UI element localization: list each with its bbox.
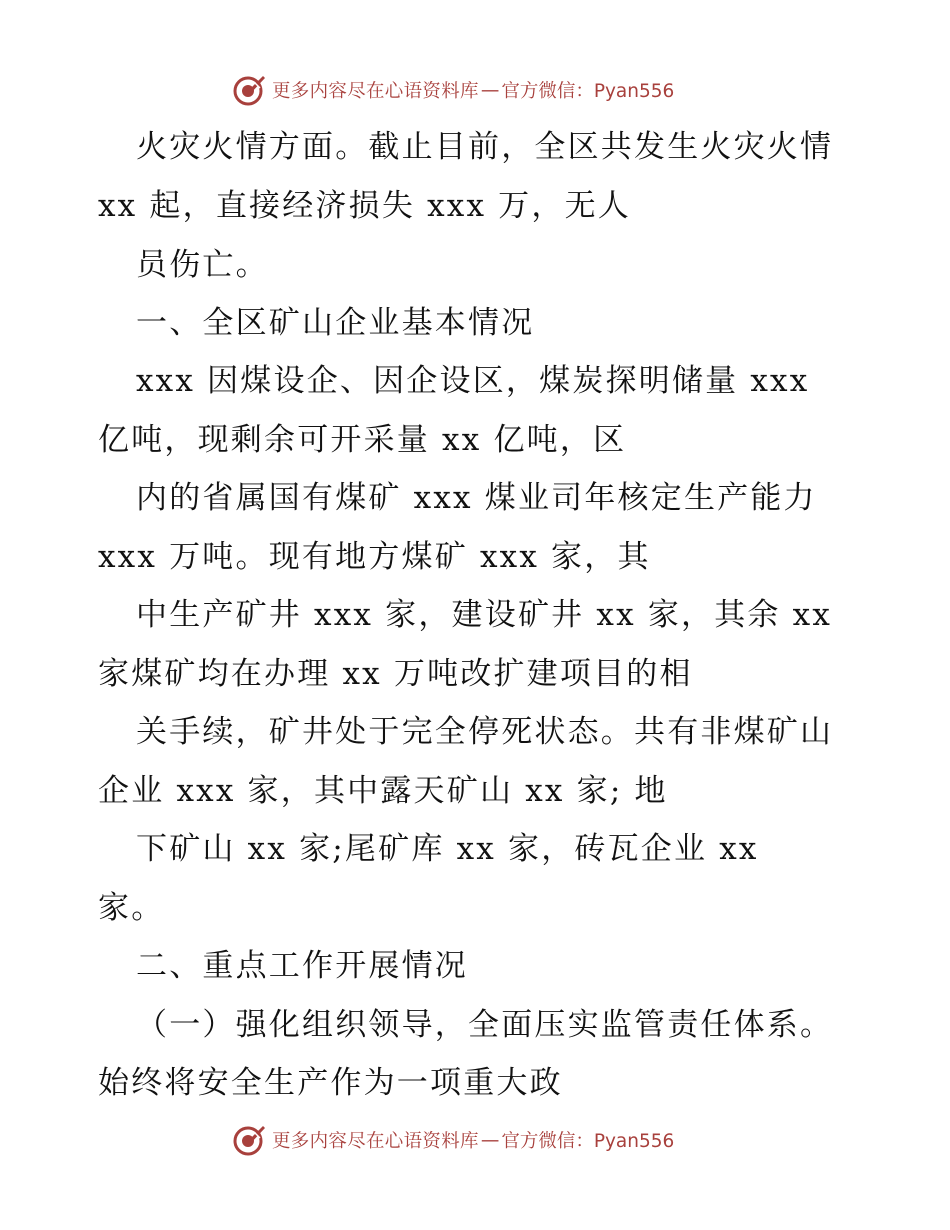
watermark-contact: 官方微信：Pyan556	[501, 81, 675, 102]
document-line: 家煤矿均在办理 xx 万吨改扩建项目的相	[98, 656, 693, 692]
document-line: xxx 万吨。现有地方煤矿 xxx 家，其	[98, 539, 651, 575]
section-heading: 二、重点工作开展情况	[136, 948, 468, 984]
document-line: 下矿山 xx 家;尾矿库 xx 家，砖瓦企业 xx	[136, 831, 759, 867]
document-line: 火灾火情方面。截止目前，全区共发生火灾火情	[136, 129, 834, 165]
quill-pen-seal-icon	[232, 73, 266, 107]
document-line: 员伤亡。	[136, 247, 269, 283]
document-line: xx 起，直接经济损失 xxx 万，无人	[98, 188, 631, 224]
watermark-text: 更多内容尽在心语资料库	[272, 81, 479, 102]
quill-pen-seal-icon	[232, 1123, 266, 1157]
subsection-heading: （一）强化组织领导，全面压实监管责任体系。	[136, 1007, 834, 1043]
watermark-contact: 官方微信：Pyan556	[501, 1131, 675, 1152]
document-line: 家。	[98, 890, 165, 926]
document-line: 关手续，矿井处于完全停死状态。共有非煤矿山	[136, 714, 834, 750]
watermark-separator: —	[480, 1129, 500, 1151]
watermark-text: 更多内容尽在心语资料库	[272, 1131, 479, 1152]
watermark-separator: —	[480, 79, 500, 101]
watermark-banner-top	[232, 72, 674, 108]
document-line: 亿吨，现剩余可开采量 xx 亿吨，区	[98, 422, 627, 458]
document-line: 中生产矿井 xxx 家，建设矿井 xx 家，其余 xx	[136, 597, 833, 633]
document-line: xxx 因煤设企、因企设区，煤炭探明储量 xxx	[136, 363, 810, 399]
section-heading: 一、全区矿山企业基本情况	[136, 305, 535, 341]
document-line: 内的省属国有煤矿 xxx 煤业司年核定生产能力	[136, 480, 817, 516]
watermark-banner-bottom	[232, 1122, 674, 1158]
document-line: 始终将安全生产作为一项重大政	[98, 1065, 563, 1101]
document-line: 企业 xxx 家，其中露天矿山 xx 家; 地	[98, 773, 668, 809]
